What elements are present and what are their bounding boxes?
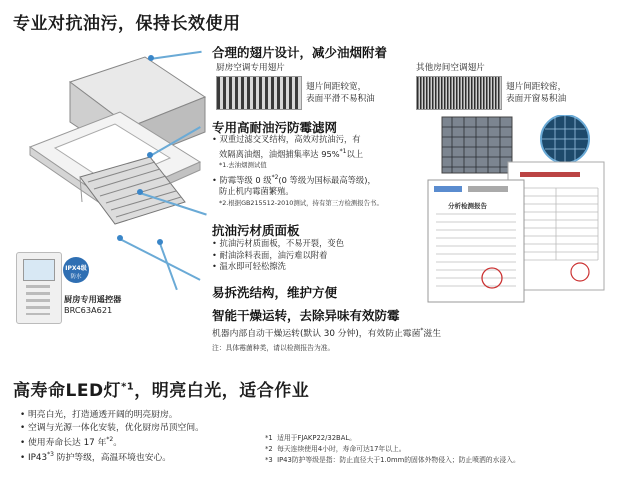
footnote-text: IP43防护等级是指：防止直径大于1.0mm的固体外物侵入；防止喷洒的水浸入。 <box>277 456 520 464</box>
filter-bullet-2 <box>212 172 412 209</box>
panel-item-text: 温水即可轻松擦洗 <box>219 261 286 271</box>
filter-b2-text-b: (0 等级为国标最高等级)， <box>278 174 376 185</box>
panel-list-item: • 抗油污材质面板，不易开裂，变色 <box>212 238 344 248</box>
connector-dot <box>117 235 123 241</box>
connector-dot <box>148 55 154 61</box>
filter-b1-sup: *1 <box>339 147 347 155</box>
test-report-document <box>420 160 610 305</box>
report-title: 分析检测报告 <box>448 202 487 210</box>
footnote-key: *2 <box>265 445 273 453</box>
kitchen-fin-desc <box>306 81 375 105</box>
footnote-key: *1 <box>265 434 273 442</box>
led-feature-sup: *2 <box>106 436 114 443</box>
other-fin-image <box>416 76 502 110</box>
led-footnotes <box>265 433 520 466</box>
footnote-text: 每天连续使用4小时，寿命可达17年以上。 <box>277 445 406 453</box>
dry-desc-text: 机器内部自动干燥运转(默认 30 分钟)，有效防止霉菌 <box>212 328 421 339</box>
led-feature-item: • 空调与光源一体化安装，优化厨房吊顶空间。 <box>20 422 204 433</box>
connector-dot <box>147 152 153 158</box>
filter-bullet-1-line: • 双重过滤交叉结构，高效对抗油污，有 <box>212 134 361 144</box>
filter-b2-sup: *2 <box>271 174 279 181</box>
footnote-text: 适用于FJAKP22/32BAL。 <box>277 434 356 442</box>
led-feature-text: 使用寿命长达 17 年 <box>28 437 107 448</box>
led-feature-sup: *3 <box>47 451 54 459</box>
section2-title-sup: *1 <box>121 381 135 393</box>
led-footnote <box>265 455 520 466</box>
remote-model: BRC63A621 <box>64 305 113 315</box>
section2-title <box>13 376 309 401</box>
panel-item-text: 耐油涂料表面，油污难以附着 <box>219 249 328 260</box>
led-footnote <box>265 444 520 455</box>
led-feature-end: 。 <box>113 437 123 448</box>
led-footnote <box>265 433 520 444</box>
remote-buttons <box>26 285 50 315</box>
led-feature-list <box>20 409 204 465</box>
clean-heading: 易拆洗结构，维护方便 <box>212 285 338 300</box>
ipx4-badge <box>63 257 89 283</box>
ipx4-badge-sub: 防水 <box>70 274 82 280</box>
dry-desc-sup: * <box>420 327 424 334</box>
led-feature-text: 空调与光源一体化安装，优化厨房吊顶空间。 <box>28 422 204 433</box>
section2-title-end: ，明亮白光，适合作业 <box>134 381 310 401</box>
panel-list-item: • 耐油涂料表面，油污难以附着 <box>212 249 328 260</box>
dry-desc-end: 滋生 <box>423 328 441 339</box>
section2-title-text: 高寿命LED灯 <box>13 381 122 401</box>
filter-b1-note: *1.去油烟测试值 <box>219 160 267 169</box>
connector-dot <box>157 239 163 245</box>
filter-b2-note: *2.根据GB215512-2010测试，持有第三方检测报告书。 <box>219 198 383 207</box>
other-fin-desc-line: 翅片间距较密， <box>506 82 567 92</box>
dry-desc <box>212 325 441 340</box>
other-fin-desc <box>506 81 566 105</box>
filter-b2-text-a: 防霉等级 0 级 <box>219 174 272 185</box>
remote-screen <box>23 259 55 281</box>
kitchen-fin-desc-line: 表面平滑不易积油 <box>306 94 375 104</box>
led-feature-text: 明亮白光，打造通透开阔的明亮厨房。 <box>28 410 178 420</box>
panel-item-text: 抗油污材质面板，不易开裂，变色 <box>219 238 344 248</box>
remote-controller <box>16 252 62 324</box>
filter-bullet-1-line <box>212 146 402 160</box>
filter-heading: 专用高耐油污防霉滤网 <box>212 120 338 135</box>
section1-title: 专业对抗油污，保持长效使用 <box>13 14 241 34</box>
filter-bullet-1 <box>212 134 402 171</box>
led-feature-item: • IP43$^{*3}$ 防护等级，高温环境也安心。 <box>20 451 172 464</box>
other-fin-desc-line: 表面开窗易积油 <box>506 94 567 104</box>
panel-list-item: • 温水即可轻松擦洗 <box>212 261 286 271</box>
filter-bullet-2-line: • 防霉等级 0 级$^{*2}$(0 等级为国标最高等级)， <box>212 174 376 185</box>
ceiling-unit-image <box>10 52 210 247</box>
footnote-key: *3 <box>265 456 273 464</box>
led-feature-item: • 使用寿命长达 17 年$^{*2}$。 <box>20 436 123 448</box>
connector-dot <box>137 189 143 195</box>
filter-b1-text-b: 效隔离油烟，油烟捕集率达 95% <box>219 148 340 159</box>
other-fin-label: 其他房间空调翅片 <box>416 63 485 73</box>
kitchen-fin-image <box>216 76 302 110</box>
filter-b1-text-c: 以上 <box>346 148 364 159</box>
remote-label: 厨房专用遥控器 <box>64 294 122 304</box>
led-feature-item: • 明亮白光，打造通透开阔的明亮厨房。 <box>20 410 178 420</box>
fins-heading: 合理的翅片设计，减少油烟附着 <box>212 45 388 60</box>
filter-bullet-2-line: 防止机内霉菌繁殖。 <box>219 186 294 197</box>
ipx4-badge-text: IPX4级 <box>65 265 87 272</box>
panel-heading: 抗油污材质面板 <box>212 223 300 238</box>
filter-b1-text-a: 双重过滤交叉结构，高效对抗油污，有 <box>219 134 361 144</box>
dry-heading: 智能干燥运转，去除异味有效防霉 <box>212 308 400 323</box>
kitchen-fin-label: 厨房空调专用翅片 <box>216 63 285 73</box>
kitchen-fin-desc-line: 翅片间距较宽， <box>306 82 367 92</box>
panel-list <box>212 238 344 273</box>
led-feature-end: 防护等级，高温环境也安心。 <box>53 453 172 464</box>
dry-note: 注：具体霉菌种类，请以检测报告为准。 <box>212 344 335 352</box>
led-feature-text: IP43 <box>28 453 48 464</box>
